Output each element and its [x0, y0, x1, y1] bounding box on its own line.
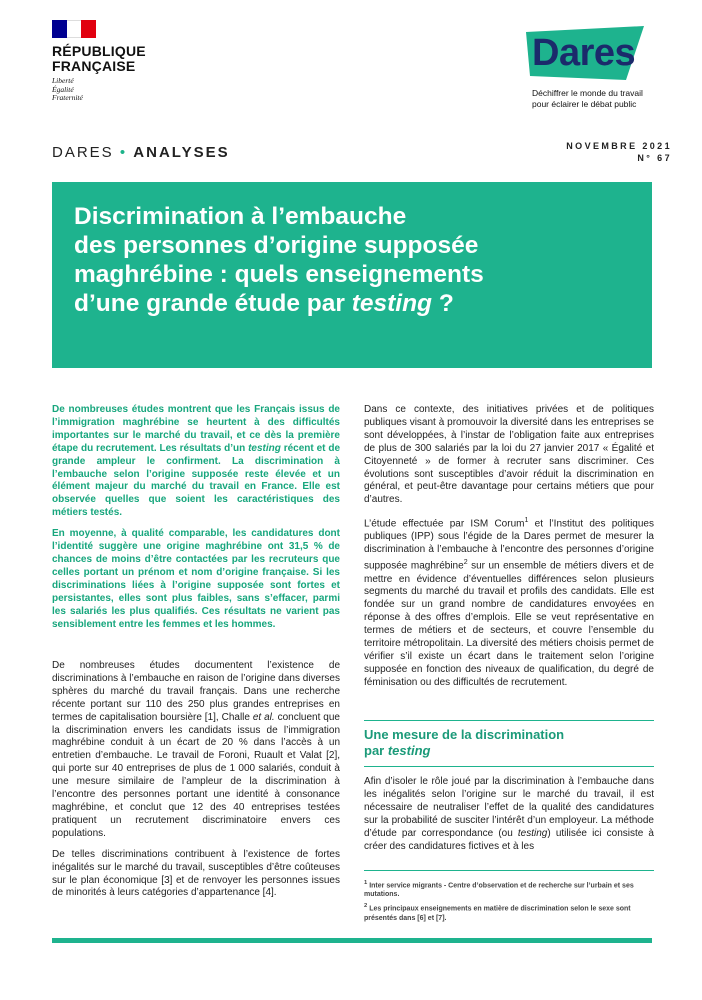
dares-tagline-line2: pour éclairer le débat public: [532, 99, 637, 109]
footnotes: [364, 870, 654, 926]
footnote-ref-2: 2: [463, 559, 468, 567]
series-prefix: DARES: [52, 144, 114, 161]
title-band: [52, 182, 652, 368]
footnote-2-text: Les principaux enseignements en matière de discrimination selon le sexe sont présentés dans [6] et [7].: [364, 905, 631, 922]
body-right-p3-b: ) utilisée ici consiste à créer des candidatures fictives et à les: [364, 827, 654, 852]
body-right-p2-b: et l’Institut des politiques publiques (IPP) sous l’égide de la Dares permet de mesurer la discrimination à l’embauche à l’encontre des personnes d’origine supposée maghrébine: [364, 518, 654, 572]
footnote-1-text: Inter service migrants - Centre d’observation et de recherche sur l’urbain et ses mutations.: [364, 882, 634, 899]
abstract-p1-emph: testing: [248, 442, 281, 454]
body-left-p1-emph: et al.: [252, 711, 275, 723]
issue-info: [566, 140, 672, 164]
issue-number: N° 67: [637, 153, 672, 163]
page-title: [74, 202, 634, 318]
body-left-p1-a: De nombreuses études documentent l’existence de discriminations à l’embauche en raison de l’origine dans diverses sphères du marché du travail français. Dans une recherche récente portant sur 110 des 250 plus grandes entreprises en termes de capitalisation boursière [1], Challe: [52, 660, 340, 723]
footnote-2-number: 2: [364, 903, 368, 910]
series-suffix: ANALYSES: [133, 144, 230, 161]
body-left-p1-b: concluent que la discrimination envers les candidats issus de l’immigration maghrébine conduit à un écart de 20 % dans l’accès à un entretien d’embauche. Le travail de Foroni, Ruault et Valat [2], qui porte sur 40 entreprises de plus de 1 000 salariés, conduit à une mesure similaire de l’ampleur de la discrimination à l’encontre des personnes portant une identité à consonance maghrébine, et conclut que 12 des 40 entreprises testées pratiquent un recrutement discriminatoire envers ces populations.: [52, 711, 340, 839]
series-dot-icon: •: [113, 144, 134, 161]
section-heading-line1: Une mesure de la discrimination: [364, 727, 565, 742]
body-right-p2-a: L’étude effectuée par ISM Corum: [364, 518, 525, 530]
abstract-paragraph-1: [52, 404, 340, 520]
body-right-p2-c: sur un ensemble de métiers divers et de mettre en évidence d’éventuelles différences selon plusieurs segments du marché du travail et profils des candidats. Elle est fondée sur un grand nombre de candidatures envoyées en réponse à des offres d’emplois. Elle se veut représentative en termes de métiers et de secteurs, et couvre l’ensemble du territoire métropolitain. La diversité des métiers choisis permet de vérifier s’il existe un écart dans le traitement selon l’origine supposée en fonction des niveaux de qualification, du degré de féminisation ou des difficultés de recrutement.: [364, 560, 654, 688]
dares-logo: [522, 26, 672, 116]
title-last-suffix: ?: [432, 290, 454, 317]
issue-date: NOVEMBRE 2021: [566, 141, 672, 151]
body-right-paragraph-1: Dans ce contexte, des initiatives privées et de politiques publiques visant à promouvoir la diversité dans les entreprises se sont développées, à l’instar de l’obligation faite aux entreprises de plus de 300 salariés par la loi du 27 janvier 2017 « Égalité et Citoyenneté » de former à recruter sans discriminer. Ces évolutions sont susceptibles d’avoir réduit la discrimination en général, et peut-être davantage pour certains métiers que pour d’autres.: [364, 404, 654, 506]
rf-name-line1: RÉPUBLIQUE: [52, 43, 146, 59]
abstract-p1-a: De nombreuses études montrent que les Français issus de l’immigration maghrébine se heurtent à des difficultés importantes sur le marché du travail, et ce dès la première étape du recrutement. Les résultats d’un: [52, 404, 340, 454]
body-right-paragraph-3: [364, 776, 654, 853]
flag-red: [81, 20, 96, 38]
dares-wordmark: Dares: [532, 32, 636, 74]
title-line-3: maghrébine : quels enseignements: [74, 261, 484, 288]
flag-white: [67, 20, 82, 38]
dares-tagline: [532, 88, 643, 110]
motto-liberte: Liberté: [52, 76, 74, 85]
bottom-divider: [52, 938, 652, 943]
abstract-p1-b: récent et de grande ampleur le confirment. La discrimination à l’embauche selon l’origine supposée reste élevée et un élément majeur du marché du travail en France. Elle est observée quelles que soient les caractéristiques des métiers testés.: [52, 442, 340, 519]
footnote-1: [364, 879, 654, 899]
footnote-ref-1: 1: [524, 517, 529, 525]
abstract-paragraph-2: En moyenne, à qualité comparable, les candidatures dont l’identité suggère une origine maghrébine ont 31,5 % de chances de moins d’être contactées par les recruteurs que celles portant un prénom et nom d’origine française. Si les discriminations liées à l’origine supposée sont fortes et persistantes, elles sont plus faibles, sans s’effacer, parmi les salariés les plus qualifiés. Ces résultats ne varient pas sensiblement entre les femmes et les hommes.: [52, 528, 340, 630]
motto-egalite: Égalité: [52, 84, 74, 94]
body-right-p3-a: Afin d’isoler le rôle joué par la discrimination à l’embauche dans les inégalités selon l’origine sur le marché du travail, il est nécessaire de neutraliser l’effet de la qualité des candidatures sur la probabilité de susciter l’intérêt d’un employeur. La méthode d’étude par correspondance (ou: [364, 776, 654, 839]
section-heading: [364, 720, 654, 767]
footnote-2: [364, 902, 654, 922]
rf-name-line2: FRANÇAISE: [52, 58, 136, 74]
body-left-paragraph-1: [52, 660, 340, 841]
body-left-paragraph-2: De telles discriminations contribuent à l’existence de fortes inégalités sur le marché du travail, susceptibles d’être coûteuses sur le plan économique [3] et de renvoyer les personnes issues de minorités à leurs catégories d’appartenance [4].: [52, 848, 340, 899]
body-right-p3-emph: testing: [517, 827, 548, 839]
motto-fraternite: Fraternité: [52, 93, 83, 102]
title-line-2: des personnes d’origine supposée: [74, 232, 479, 259]
flag-blue: [52, 20, 67, 38]
title-last-prefix: d’une grande étude par: [74, 290, 352, 317]
body-right-section-text: [364, 776, 654, 861]
series-label: [52, 144, 230, 161]
abstract: [52, 404, 340, 639]
section-heading-emph: testing: [387, 743, 431, 758]
title-line-4: [74, 289, 634, 318]
body-right-paragraph-2: [364, 515, 654, 689]
title-last-emph: testing: [351, 290, 433, 317]
republique-francaise-logo: [52, 20, 172, 103]
section-heading-prefix: par: [364, 743, 388, 758]
french-flag-icon: [52, 20, 96, 38]
body-left-column: [52, 660, 340, 908]
title-line-1: Discrimination à l’embauche: [74, 203, 407, 230]
dares-tagline-line1: Déchiffrer le monde du travail: [532, 88, 643, 98]
body-right-column: [364, 404, 654, 698]
footnote-1-number: 1: [364, 880, 368, 886]
section-heading-line2: [364, 743, 654, 759]
